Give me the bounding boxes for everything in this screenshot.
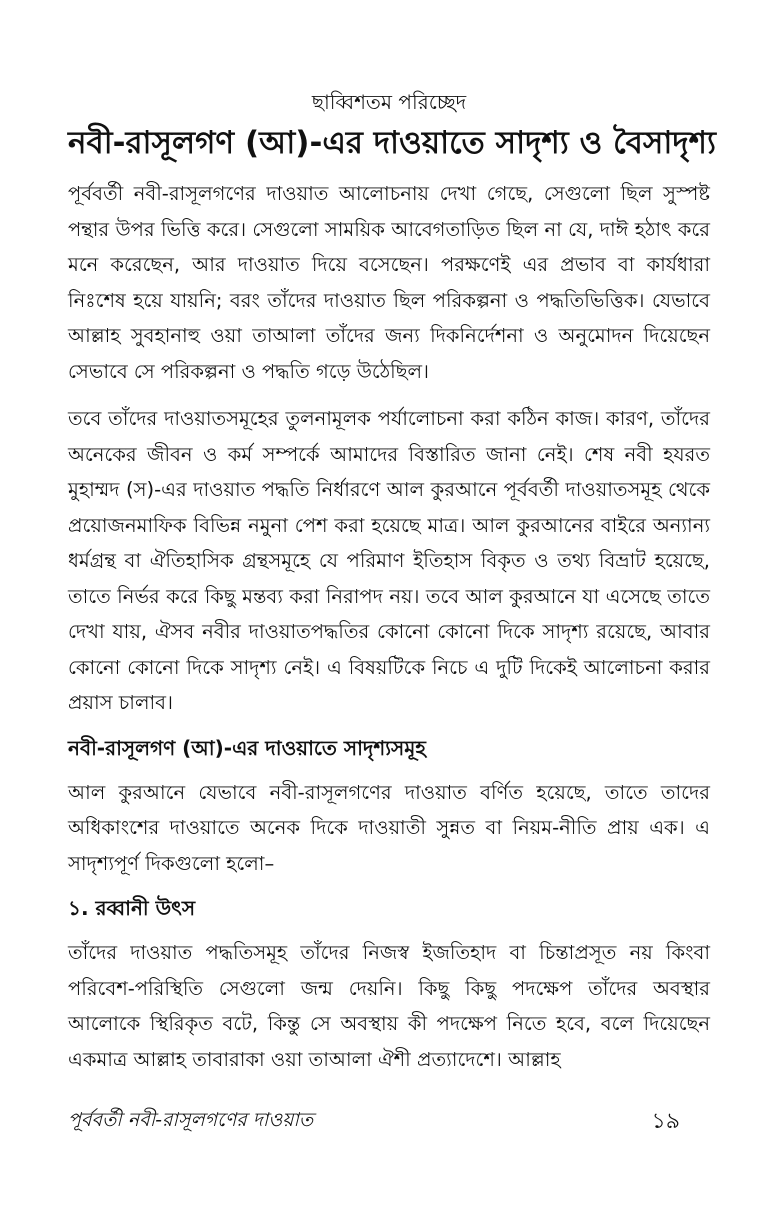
page-body: [68, 88, 716, 1089]
comparison-paragraph: তবে তাঁদের দাওয়াতসমূহের তুলনামূলক পর্যালোচনা করা কঠিন কাজ। কারণ, তাঁদের অনেকের জীবন ও কর্ম সম্পর্কে আমাদের বিস্তারিত জানা নেই। শেষ নবী হযরত মুহাম্মদ (স)-এর দাওয়াত পদ্ধতি নির্ধারণে আল কুরআনে পূর্ববর্তী দাওয়াতসমূহ থেকে প্রয়োজনমাফিক বিভিন্ন নমুনা পেশ করা হয়েছে মাত্র। আল কুরআনের বাইরে অন্যান্য ধর্মগ্রন্থ বা ঐতিহাসিক গ্রন্থসমূহে যে পরিমাণ ইতিহাস বিকৃত ও তথ্য বিভ্রাট হয়েছে, তাতে নির্ভর করে কিছু মন্তব্য করা নিরাপদ নয়। তবে আল কুরআনে যা এসেছে তাতে দেখা যায়, ঐসব নবীর দাওয়াতপদ্ধতির কোনো কোনো দিকে সাদৃশ্য রয়েছে, আবার কোনো কোনো দিকে সাদৃশ্য নেই। এ বিষয়টিকে নিচে এ দুটি দিকেই আলোচনা করার প্রয়াস চালাব।: [68, 407, 710, 714]
section-heading: নবী-রাসূলগণ (আ)-এর দাওয়াতে সাদৃশ্যসমূহ: [68, 735, 426, 760]
chapter-number-label: ছাব্বিশতম পরিচ্ছেদ: [311, 90, 467, 114]
subsection-heading: ১. রব্বানী উৎস: [68, 896, 196, 920]
page-number: ১৯: [651, 1109, 680, 1134]
page-footer: [68, 1098, 710, 1138]
subsection-paragraph: তাঁদের দাওয়াত পদ্ধতিসমূহ তাঁদের নিজস্ব ইজতিহাদ বা চিন্তাপ্রসূত নয় কিংবা পরিবেশ-পরিস্থিতি সেগুলো জন্ম দেয়নি। কিছু কিছু পদক্ষেপ তাঁদের অবস্থার আলোকে স্থিরিকৃত বটে, কিন্তু সে অবস্থায় কী পদক্ষেপ নিতে হবে, বলে দিয়েছেন একমাত্র আল্লাহ তাবারাকা ওয়া তাআলা ঐশী প্রত্যাদেশে। আল্লাহ: [68, 941, 710, 1071]
chapter-title: নবী-রাসূলগণ (আ)-এর দাওয়াতে সাদৃশ্য ও বৈসাদৃশ্য: [68, 125, 716, 161]
intro-paragraph: পূর্ববর্তী নবী-রাসূলগণের দাওয়াত আলোচনায় দেখা গেছে, সেগুলো ছিল সুস্পষ্ট পন্থার উপর ভিত্তি করে। সেগুলো সাময়িক আবেগতাড়িত ছিল না যে, দাঈ হঠাৎ করে মনে করেছেন, আর দাওয়াত দিয়ে বসেছেন। পরক্ষণেই এর প্রভাব বা কার্যধারা নিঃশেষ হয়ে যায়নি; বরং তাঁদের দাওয়াত ছিল পরিকল্পনা ও পদ্ধতিভিত্তিক। যেভাবে আল্লাহ সুবহানাহু ওয়া তাআলা তাঁদের জন্য দিকনির্দেশনা ও অনুমোদন দিয়েছেন সেভাবে সে পরিকল্পনা ও পদ্ধতি গড়ে উঠেছিল।: [68, 182, 710, 383]
section-paragraph: আল কুরআনে যেভাবে নবী-রাসূলগণের দাওয়াত বর্ণিত হয়েছে, তাতে তাদের অধিকাংশের দাওয়াতে অনেক দিকে দাওয়াতী সুন্নত বা নিয়ম-নীতি প্রায় এক। এ সাদৃশ্যপূর্ণ দিকগুলো হলো–: [68, 780, 710, 875]
running-footer-title: পূর্ববর্তী নবী-রাসূলগণের দাওয়াত: [68, 1109, 314, 1131]
